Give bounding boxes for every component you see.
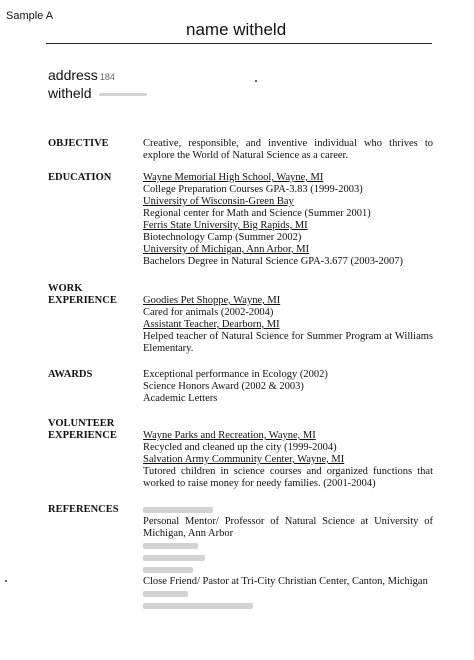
work-heading-line-2: EXPERIENCE <box>48 295 117 306</box>
volunteer-content <box>143 430 433 490</box>
objective-content <box>143 138 433 162</box>
work-paragraph: Helped teacher of Natural Science for Summer Program at Williams Elementary. <box>143 331 433 354</box>
work-heading <box>48 283 138 307</box>
redacted-mark <box>143 543 198 549</box>
address-line-1 <box>48 68 115 85</box>
volunteer-line: Wayne Parks and Recreation, Wayne, MI <box>143 430 316 441</box>
header-rule <box>46 43 432 44</box>
volunteer-heading <box>48 418 138 442</box>
references-content <box>143 504 433 612</box>
volunteer-paragraph: Tutored children in science courses and organized functions that worked to raise money for needy families. (2001-2004) <box>143 466 433 489</box>
sample-label: Sample A <box>6 10 54 22</box>
education-line: Wayne Memorial High School, Wayne, MI <box>143 172 324 183</box>
reference-2-text: Close Friend/ Pastor at Tri-City Christian Center, Canton, Michigan <box>143 576 428 587</box>
objective-text: Creative, responsible, and inventive individual who thrives to explore the World of Natural Science as a career. <box>143 138 433 161</box>
education-line: University of Wisconsin-Green Bay <box>143 196 294 207</box>
awards-heading: AWARDS <box>48 369 93 380</box>
redacted-line <box>143 600 433 612</box>
redacted-mark <box>143 555 205 561</box>
address-line-2 <box>48 86 147 101</box>
awards-content <box>143 369 433 405</box>
speck <box>255 80 257 82</box>
awards-line: Exceptional performance in Ecology (2002) <box>143 369 328 380</box>
work-content <box>143 295 433 355</box>
volunteer-heading-line-1: VOLUNTEER <box>48 418 115 429</box>
education-line: University of Michigan, Ann Arbor, MI <box>143 244 310 255</box>
work-line: Assistant Teacher, Dearborn, MI <box>143 319 280 330</box>
volunteer-line: Salvation Army Community Center, Wayne, MI <box>143 454 345 465</box>
redacted-mark <box>143 591 188 597</box>
references-heading: REFERENCES <box>48 504 119 515</box>
volunteer-heading-line-2: EXPERIENCE <box>48 430 117 441</box>
work-heading-line-1: WORK <box>48 283 83 294</box>
redacted-mark <box>143 567 193 573</box>
volunteer-line: Recycled and cleaned up the city (1999-2004) <box>143 442 337 453</box>
awards-line: Academic Letters <box>143 393 218 404</box>
work-line: Goodies Pet Shoppe, Wayne, MI <box>143 295 281 306</box>
redacted-line <box>143 504 433 516</box>
redacted-mark <box>143 603 253 609</box>
redacted-mark <box>99 93 147 96</box>
redacted-line <box>143 564 433 576</box>
education-line: Bachelors Degree in Natural Science GPA-3.677 (2003-2007) <box>143 256 403 267</box>
objective-heading: OBJECTIVE <box>48 138 109 149</box>
candidate-name: name witheld <box>186 20 287 39</box>
speck <box>5 580 7 582</box>
education-line: College Preparation Courses GPA-3.83 (1999-2003) <box>143 184 363 195</box>
redacted-line <box>143 552 433 564</box>
education-content <box>143 172 433 268</box>
education-line: Ferris State University, Big Rapids, MI <box>143 220 308 231</box>
address-text-2: witheld <box>48 85 92 101</box>
redacted-line <box>143 588 433 600</box>
address-smudge: 184 <box>99 72 115 82</box>
redacted-mark <box>143 507 213 513</box>
reference-1-text: Personal Mentor/ Professor of Natural Science at University of Michigan, Ann Arbor <box>143 516 433 539</box>
work-line: Cared for animals (2002-2004) <box>143 307 274 318</box>
education-heading: EDUCATION <box>48 172 112 183</box>
education-line: Biotechnology Camp (Summer 2002) <box>143 232 302 243</box>
education-line: Regional center for Math and Science (Summer 2001) <box>143 208 371 219</box>
redacted-line <box>143 540 433 552</box>
address-text: address <box>48 67 98 83</box>
awards-line: Science Honors Award (2002 & 2003) <box>143 381 304 392</box>
